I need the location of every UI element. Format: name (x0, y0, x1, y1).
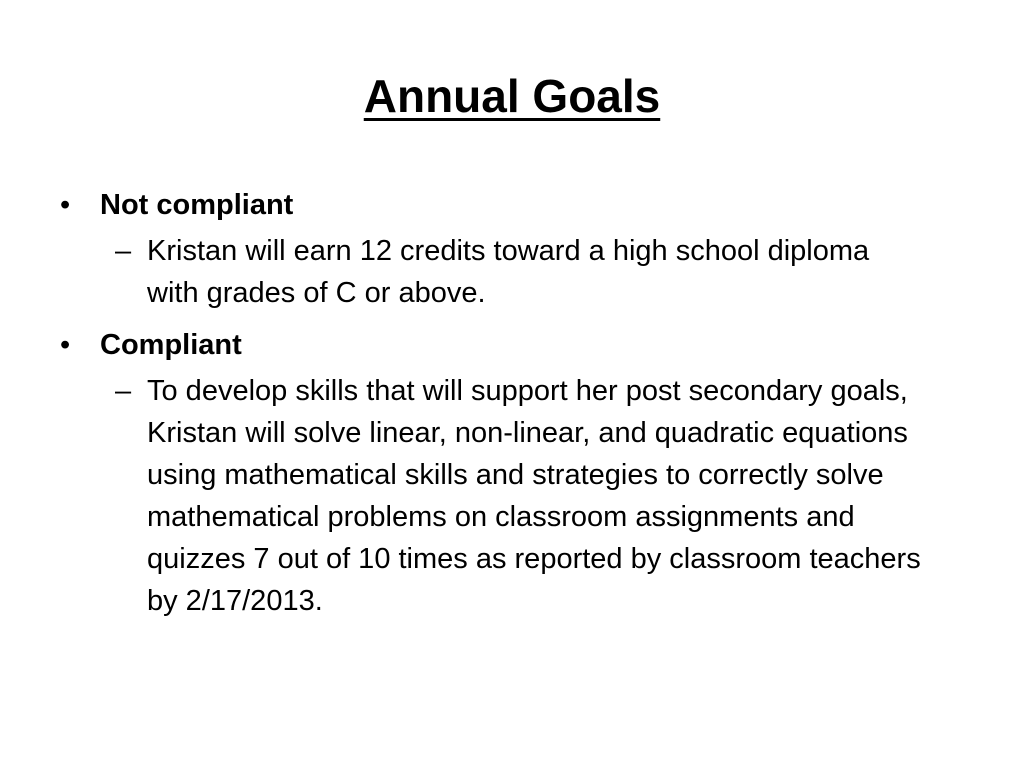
dash-icon: – (115, 375, 132, 407)
slide-title-text: Annual Goals (363, 70, 661, 122)
dash-icon: – (115, 235, 132, 267)
sub-bullet-item (115, 370, 927, 622)
bullet-heading: Compliant (100, 329, 242, 361)
sub-bullet-item (115, 230, 927, 314)
bullet-dot-icon: • (60, 189, 71, 221)
bullet-item (60, 320, 960, 370)
slide-content (60, 180, 960, 628)
bullet-dot-icon: • (60, 329, 71, 361)
bullet-item (60, 180, 960, 230)
bullet-heading: Not compliant (100, 189, 294, 221)
slide-title (0, 66, 1024, 126)
sub-bullet-text: To develop skills that will support her post secondary goals, Kristan will solve linear, non-linear, and quadratic equations using mathematical skills and strategies to correctly solve mathematical problems on classroom assignments and quizzes 7 out of 10 times as reported by classroom teachers by 2/17/2013. (147, 375, 921, 617)
sub-bullet-text: Kristan will earn 12 credits toward a high school diploma with grades of C or above. (147, 235, 870, 309)
